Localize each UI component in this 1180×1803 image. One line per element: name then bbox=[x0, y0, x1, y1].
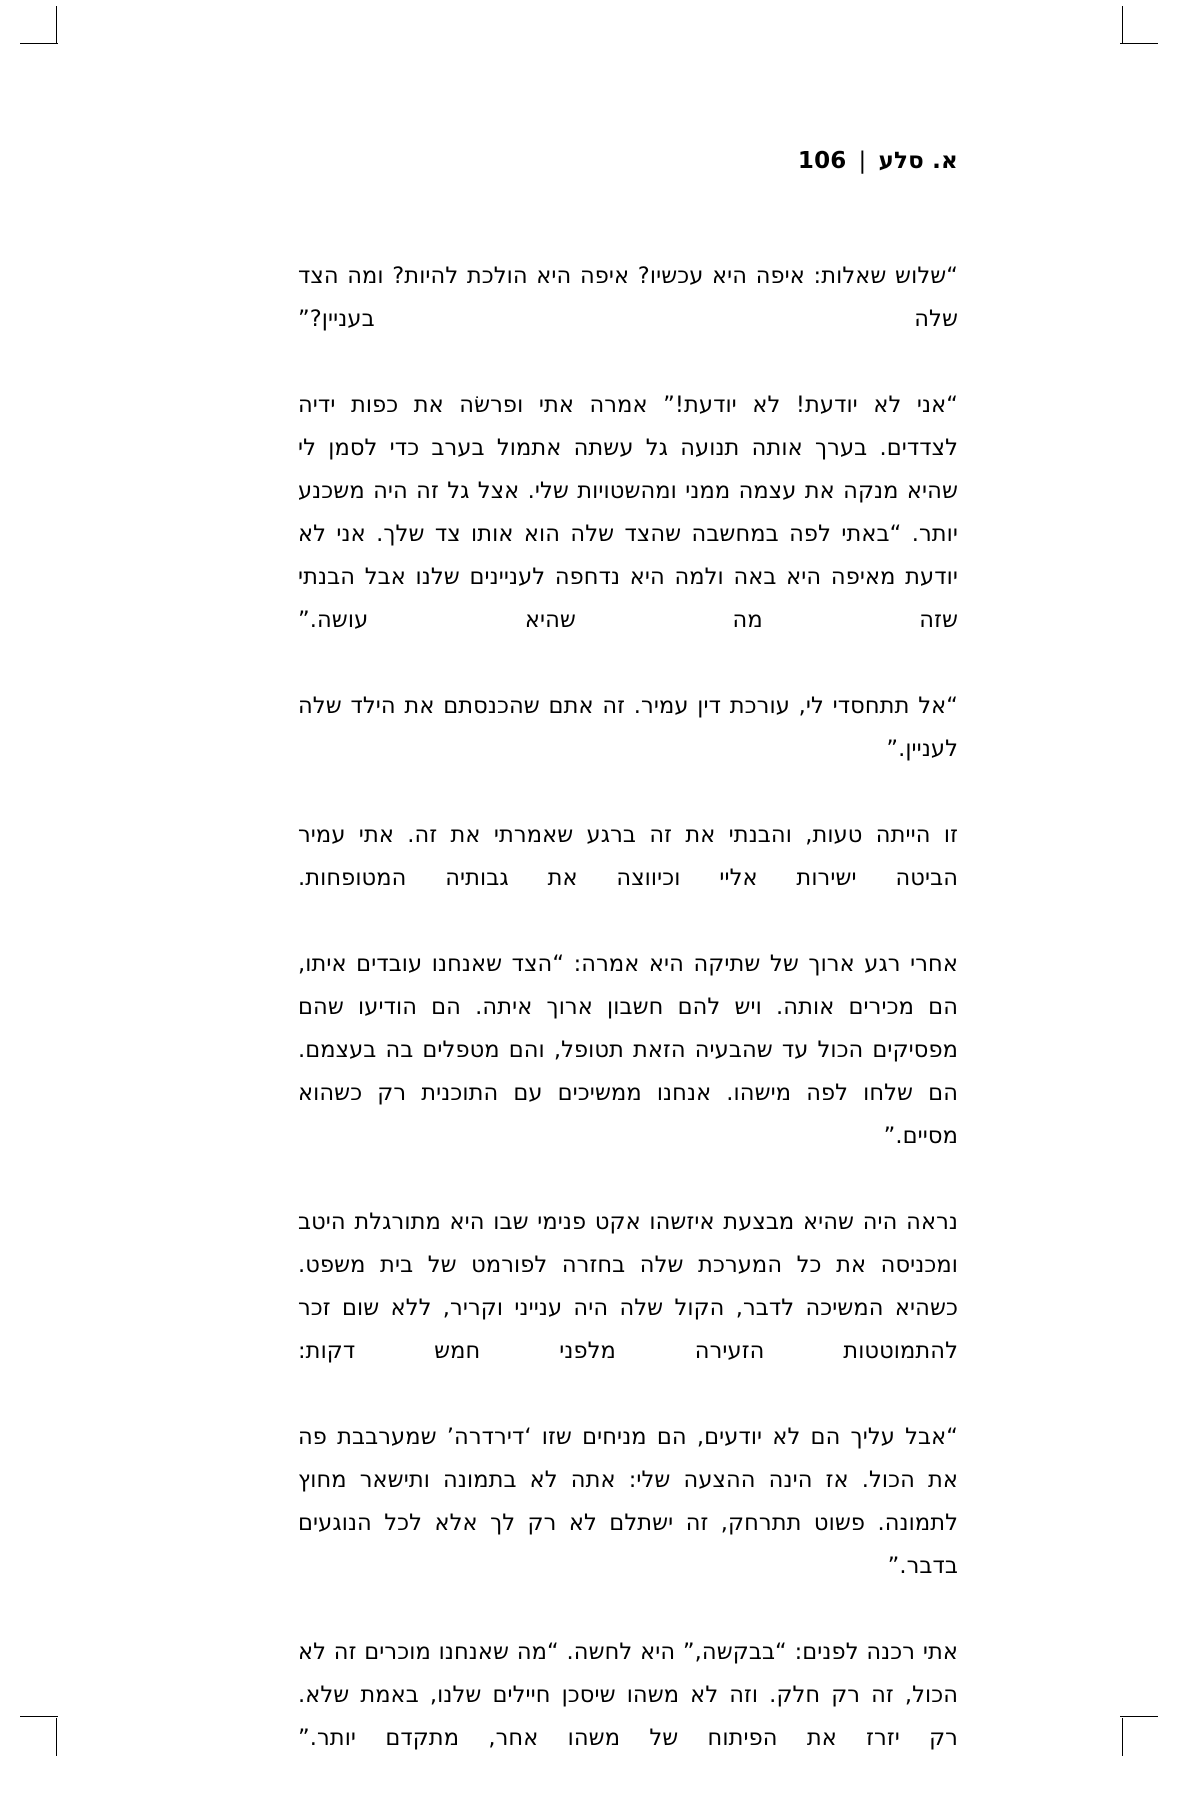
paragraph: “אל תתחסדי לי, עורכת דין עמיר. זה אתם שהכנסתם את הילד שלה לעניין.” bbox=[298, 693, 958, 762]
paragraph: נראה היה שהיא מבצעת איזשהו אקט פנימי שבו היא מתורגלת היטב ומכניסה את כל המערכת שלה בחזרה לפורמט של בית משפט. כשהיא המשיכה לדבר, הקול שלה היה ענייני וקריר, ללא שום זכר להתמוטטות הזעירה מלפני חמש דקות: bbox=[298, 1209, 958, 1364]
paragraph: “שלוש שאלות: איפה היא עכשיו? איפה היא הולכת להיות? ומה הצד שלה בעניין?” bbox=[298, 263, 958, 332]
paragraph: “אבל עליך הם לא יודעים, הם מניחים שזו ‘דירדרה’ שמערבבת פה את הכול. אז הינה ההצעה שלי: אתה לא בתמונה ותישאר מחוץ לתמונה. פשוט תתרחק, זה ישתלם לא רק לך אלא לכל הנוגעים בדבר.” bbox=[298, 1424, 958, 1579]
paragraph: זו הייתה טעות, והבנתי את זה ברגע שאמרתי את זה. אתי עמיר הביטה ישירות אליי וכיווצה את גבותיה המטופחות. bbox=[298, 822, 958, 891]
body-text bbox=[298, 255, 958, 1803]
paragraph: “אני לא יודעת! לא יודעת!” אמרה אתי ופרשׂה את כפות ידיה לצדדים. בערך אותה תנועה גל עשתה אתמול בערב כדי לסמן לי שהיא מנקה את עצמה ממני ומהשטויות שלי. אצל גל זה היה משכנע יותר. “באתי לפה במחשבה שהצד שלה הוא אותו צד שלך. אני לא יודעת מאיפה היא באה ולמה היא נדחפה לעניינים שלנו אבל הבנתי שזה מה שהיא עושה.” bbox=[298, 392, 958, 633]
running-head-author: א. סלע bbox=[878, 148, 958, 174]
running-head bbox=[798, 148, 958, 174]
running-head-separator: | bbox=[858, 148, 867, 174]
page-number: 106 bbox=[797, 148, 847, 174]
paragraph: אתי רכנה לפנים: “בבקשה,” היא לחשה. “מה שאנחנו מוכרים זה לא הכול, זה רק חלק. וזה לא משהו שיסכן חיילים שלנו, באמת שלא. רק יזרז את הפיתוח של משהו אחר, מתקדם יותר.” bbox=[298, 1639, 958, 1751]
paragraph: אחרי רגע ארוך של שתיקה היא אמרה: “הצד שאנחנו עובדים איתו, הם מכירים אותה. ויש להם חשבון ארוך איתה. הם הודיעו שהם מפסיקים הכול עד שהבעיה הזאת תטופל, והם מטפלים בה בעצמם. הם שלחו לפה מישהו. אנחנו ממשיכים עם התוכנית רק כשהוא מסיים.” bbox=[298, 951, 958, 1149]
